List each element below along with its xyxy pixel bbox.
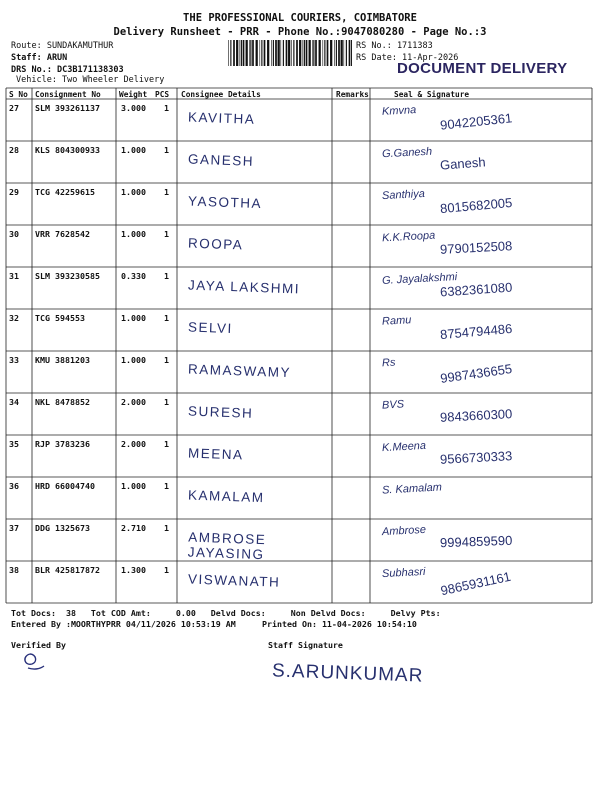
recipient-signature: K.Meena bbox=[381, 439, 427, 455]
recipient-signature: Santhiya bbox=[381, 187, 426, 203]
consignment-number: SLM 393261137 bbox=[35, 103, 100, 113]
consignee-name: KAVITHA bbox=[187, 109, 256, 127]
weight-value: 1.000 bbox=[121, 481, 146, 491]
pcs-value: 1 bbox=[164, 313, 169, 323]
weight-value: 1.000 bbox=[121, 145, 146, 155]
serial-number: 29 bbox=[9, 187, 19, 197]
consignment-number: RJP 3783236 bbox=[35, 439, 90, 449]
consignee-name: SURESH bbox=[187, 403, 254, 421]
recipient-phone: Ganesh bbox=[439, 154, 487, 173]
serial-number: 37 bbox=[9, 523, 19, 533]
recipient-signature: Ambrose bbox=[381, 523, 427, 539]
recipient-phone: 9865931161 bbox=[439, 568, 513, 599]
document-delivery-stamp: DOCUMENT DELIVERY bbox=[397, 60, 568, 77]
column-header: Consignment No bbox=[35, 90, 101, 99]
verifier-signature bbox=[20, 650, 50, 674]
serial-number: 31 bbox=[9, 271, 19, 281]
route-label: Route: SUNDAKAMUTHUR bbox=[11, 41, 114, 51]
pcs-value: 1 bbox=[164, 481, 169, 491]
serial-number: 35 bbox=[9, 439, 19, 449]
recipient-phone: 6382361080 bbox=[439, 279, 513, 300]
pcs-value: 1 bbox=[164, 103, 169, 113]
entered-by: Entered By :MOORTHYPRR 04/11/2026 10:53:19 AM bbox=[11, 619, 236, 629]
consignee-name: KAMALAM bbox=[187, 487, 265, 506]
consignee-name: MEENA bbox=[187, 445, 244, 463]
consignee-name: SELVI bbox=[187, 319, 234, 337]
recipient-signature: G. Jayalakshmi bbox=[381, 271, 458, 287]
recipient-phone: 9790152508 bbox=[439, 238, 513, 257]
rs-date: RS Date: 11-Apr-2026 bbox=[356, 53, 459, 63]
column-header: Weight bbox=[119, 90, 148, 99]
totals-line: Tot Docs: 38 Tot COD Amt: 0.00 Delvd Docs: Non Delvd Docs: Delvy Pts: bbox=[11, 608, 441, 618]
consignment-number: BLR 425817872 bbox=[35, 565, 100, 575]
recipient-signature: S. Kamalam bbox=[381, 481, 443, 497]
consignee-name: AMBROSE JAYASING bbox=[187, 529, 267, 563]
column-header: PCS bbox=[155, 90, 170, 99]
recipient-signature: G.Ganesh bbox=[381, 145, 433, 161]
consignee-name: YASOTHA bbox=[187, 193, 263, 212]
staff-signature-label: Staff Signature bbox=[268, 640, 343, 650]
consignee-name: ROOPA bbox=[187, 235, 244, 253]
consignment-number: KMU 3881203 bbox=[35, 355, 90, 365]
recipient-signature: Ramu bbox=[381, 314, 412, 328]
weight-value: 1.300 bbox=[121, 565, 146, 575]
serial-number: 34 bbox=[9, 397, 19, 407]
consignment-number: TCG 42259615 bbox=[35, 187, 95, 197]
recipient-phone: 8015682005 bbox=[439, 194, 513, 217]
weight-value: 1.000 bbox=[121, 187, 146, 197]
pcs-value: 1 bbox=[164, 523, 169, 533]
recipient-signature: Kmvna bbox=[381, 104, 417, 118]
weight-value: 1.000 bbox=[121, 229, 146, 239]
column-header: Seal & Signature bbox=[394, 90, 470, 99]
weight-value: 1.000 bbox=[121, 313, 146, 323]
consignment-number: SLM 393230585 bbox=[35, 271, 100, 281]
column-header: S No bbox=[9, 90, 28, 99]
pcs-value: 1 bbox=[164, 187, 169, 197]
serial-number: 38 bbox=[9, 565, 19, 575]
column-header: Remarks bbox=[336, 90, 369, 99]
recipient-signature: BVS bbox=[381, 398, 405, 412]
serial-number: 28 bbox=[9, 145, 19, 155]
recipient-phone: 9843660300 bbox=[439, 406, 513, 425]
serial-number: 27 bbox=[9, 103, 19, 113]
consignment-number: DDG 1325673 bbox=[35, 523, 90, 533]
rs-number: RS No.: 1711383 bbox=[356, 41, 433, 51]
serial-number: 36 bbox=[9, 481, 19, 491]
recipient-phone: 9994859590 bbox=[439, 532, 513, 551]
consignee-name: GANESH bbox=[187, 151, 255, 169]
serial-number: 30 bbox=[9, 229, 19, 239]
consignee-name: JAYA LAKSHMI bbox=[187, 277, 301, 297]
consignment-number: NKL 8478852 bbox=[35, 397, 90, 407]
consignee-name: RAMASWAMY bbox=[187, 361, 292, 381]
recipient-signature: Subhasri bbox=[381, 565, 426, 581]
vehicle-label: Vehicle: Two Wheeler Delivery bbox=[16, 75, 165, 85]
recipient-phone: 8754794486 bbox=[439, 320, 513, 343]
pcs-value: 1 bbox=[164, 397, 169, 407]
pcs-value: 1 bbox=[164, 145, 169, 155]
consignment-number: VRR 7628542 bbox=[35, 229, 90, 239]
recipient-signature: K.K.Roopa bbox=[381, 229, 436, 245]
pcs-value: 1 bbox=[164, 565, 169, 575]
staff-signed-name: S.ARUNKUMAR bbox=[271, 660, 424, 687]
serial-number: 33 bbox=[9, 355, 19, 365]
recipient-phone: 9566730333 bbox=[439, 448, 513, 467]
pcs-value: 1 bbox=[164, 229, 169, 239]
column-header: Consignee Details bbox=[181, 90, 261, 99]
verified-by-label: Verified By bbox=[11, 640, 66, 650]
staff-label: Staff: ARUN bbox=[11, 53, 68, 63]
weight-value: 3.000 bbox=[121, 103, 146, 113]
consignment-number: HRD 66004740 bbox=[35, 481, 95, 491]
printed-on: Printed On: 11-04-2026 10:54:10 bbox=[262, 619, 417, 629]
drs-number: DRS No.: DC3B171138303 bbox=[11, 65, 124, 75]
weight-value: 1.000 bbox=[121, 355, 146, 365]
weight-value: 2.000 bbox=[121, 397, 146, 407]
weight-value: 2.000 bbox=[121, 439, 146, 449]
recipient-phone: 9042205361 bbox=[439, 110, 513, 133]
recipient-phone: 9987436655 bbox=[439, 361, 514, 386]
runsheet-title: Delivery Runsheet - PRR - Phone No.:9047080280 - Page No.:3 bbox=[113, 26, 487, 38]
consignee-name: VISWANATH bbox=[187, 571, 281, 590]
serial-number: 32 bbox=[9, 313, 19, 323]
pcs-value: 1 bbox=[164, 439, 169, 449]
weight-value: 0.330 bbox=[121, 271, 146, 281]
weight-value: 2.710 bbox=[121, 523, 146, 533]
recipient-signature: Rs bbox=[381, 356, 396, 370]
company-title: THE PROFESSIONAL COURIERS, COIMBATORE bbox=[183, 12, 417, 24]
consignment-number: KLS 804300933 bbox=[35, 145, 100, 155]
pcs-value: 1 bbox=[164, 355, 169, 365]
consignment-number: TCG 594553 bbox=[35, 313, 85, 323]
pcs-value: 1 bbox=[164, 271, 169, 281]
